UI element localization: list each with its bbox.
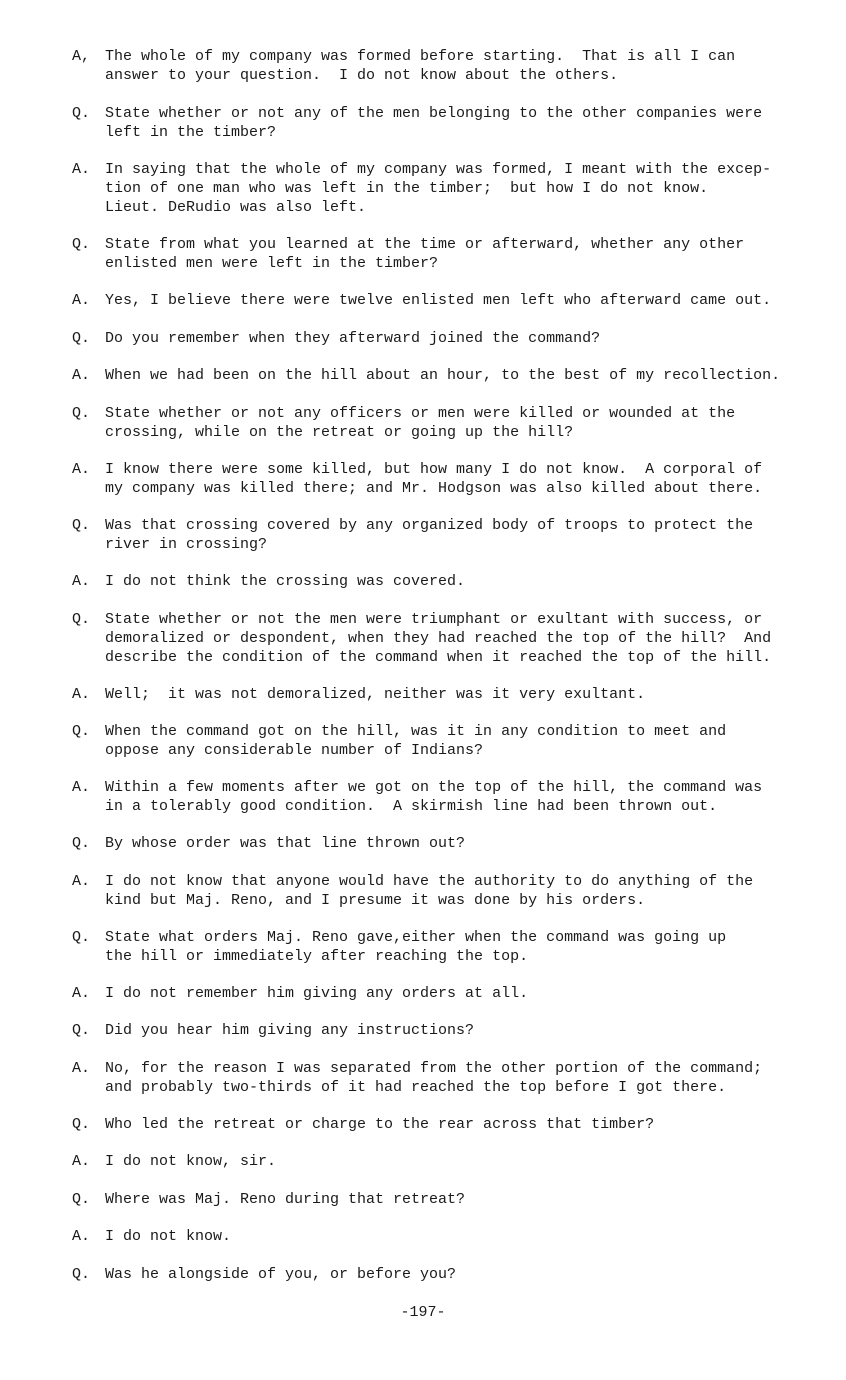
text-line: kind but Maj. Reno, and I presume it was done by his orders. bbox=[105, 892, 646, 909]
text-line: State whether or not any officers or men were killed or wounded at the bbox=[105, 405, 736, 422]
text-line: State from what you learned at the time or afterward, whether any other bbox=[105, 236, 745, 253]
text-line: I do not know that anyone would have the authority to do anything of the bbox=[105, 873, 754, 890]
text-line: describe the condition of the command when it reached the top of the hill. bbox=[105, 649, 772, 666]
speaker-label: A. bbox=[72, 161, 91, 178]
text-line: Where was Maj. Reno during that retreat? bbox=[105, 1191, 466, 1208]
text-line: Was he alongside of you, or before you? bbox=[105, 1266, 457, 1283]
speaker-label: A. bbox=[72, 985, 91, 1002]
speaker-label: Q. bbox=[72, 835, 91, 852]
speaker-label: A. bbox=[72, 292, 91, 309]
speaker-label: A. bbox=[72, 1228, 91, 1245]
text-line: my company was killed there; and Mr. Hodgson was also killed about there. bbox=[105, 480, 763, 497]
speaker-label: Q. bbox=[72, 1022, 91, 1039]
text-line: river in crossing? bbox=[105, 536, 268, 553]
text-line: Did you hear him giving any instructions? bbox=[105, 1022, 475, 1039]
text-line: I do not remember him giving any orders at all. bbox=[105, 985, 529, 1002]
speaker-label: Q. bbox=[72, 330, 91, 347]
speaker-label: Q. bbox=[72, 517, 91, 534]
text-line: The whole of my company was formed before starting. That is all I can bbox=[105, 48, 736, 65]
text-line: oppose any considerable number of Indians? bbox=[105, 742, 484, 759]
text-line: enlisted men were left in the timber? bbox=[105, 255, 439, 272]
text-line: Within a few moments after we got on the top of the hill, the command was bbox=[105, 779, 763, 796]
speaker-label: Q. bbox=[72, 611, 91, 628]
speaker-label: A. bbox=[72, 367, 91, 384]
text-line: tion of one man who was left in the timber; but how I do not know. bbox=[105, 180, 709, 197]
text-line: and probably two-thirds of it had reached the top before I got there. bbox=[105, 1079, 727, 1096]
speaker-label: Q. bbox=[72, 1116, 91, 1133]
text-line: I do not know, sir. bbox=[105, 1153, 277, 1170]
text-line: State what orders Maj. Reno gave,either when the command was going up bbox=[105, 929, 727, 946]
text-line: Lieut. DeRudio was also left. bbox=[105, 199, 367, 216]
text-line: answer to your question. I do not know about the others. bbox=[105, 67, 619, 84]
speaker-label: Q. bbox=[72, 1266, 91, 1283]
text-line: I do not know. bbox=[105, 1228, 232, 1245]
text-line: I do not think the crossing was covered. bbox=[105, 573, 466, 590]
text-line: crossing, while on the retreat or going up the hill? bbox=[105, 424, 574, 441]
speaker-label: Q. bbox=[72, 929, 91, 946]
text-line: Was that crossing covered by any organized body of troops to protect the bbox=[105, 517, 754, 534]
speaker-label: Q. bbox=[72, 1191, 91, 1208]
speaker-label: A, bbox=[72, 48, 91, 65]
speaker-label: Q. bbox=[72, 405, 91, 422]
speaker-label: A. bbox=[72, 873, 91, 890]
text-line: the hill or immediately after reaching the top. bbox=[105, 948, 529, 965]
speaker-label: A. bbox=[72, 1153, 91, 1170]
speaker-label: Q. bbox=[72, 236, 91, 253]
text-line: Do you remember when they afterward joined the command? bbox=[105, 330, 601, 347]
text-line: Yes, I believe there were twelve enlisted men left who afterward came out. bbox=[105, 292, 772, 309]
text-line: When the command got on the hill, was it in any condition to meet and bbox=[105, 723, 727, 740]
speaker-label: Q. bbox=[72, 105, 91, 122]
speaker-label: Q. bbox=[72, 723, 91, 740]
text-line: In saying that the whole of my company was formed, I meant with the excep- bbox=[105, 161, 772, 178]
text-line: Who led the retreat or charge to the rear across that timber? bbox=[105, 1116, 655, 1133]
text-line: left in the timber? bbox=[105, 124, 277, 141]
text-line: demoralized or despondent, when they had reached the top of the hill? And bbox=[105, 630, 772, 647]
text-line: State whether or not the men were triumphant or exultant with success, or bbox=[105, 611, 763, 628]
text-line: I know there were some killed, but how many I do not know. A corporal of bbox=[105, 461, 763, 478]
speaker-label: A. bbox=[72, 1060, 91, 1077]
text-line: Well; it was not demoralized, neither was it very exultant. bbox=[105, 686, 646, 703]
speaker-label: A. bbox=[72, 779, 91, 796]
page-number: -197- bbox=[400, 1304, 446, 1321]
text-line: When we had been on the hill about an hour, to the best of my recollection. bbox=[105, 367, 781, 384]
speaker-label: A. bbox=[72, 461, 91, 478]
text-line: No, for the reason I was separated from the other portion of the command; bbox=[105, 1060, 763, 1077]
text-line: State whether or not any of the men belonging to the other companies were bbox=[105, 105, 763, 122]
text-line: in a tolerably good condition. A skirmish line had been thrown out. bbox=[105, 798, 718, 815]
text-line: By whose order was that line thrown out? bbox=[105, 835, 466, 852]
speaker-label: A. bbox=[72, 686, 91, 703]
speaker-label: A. bbox=[72, 573, 91, 590]
